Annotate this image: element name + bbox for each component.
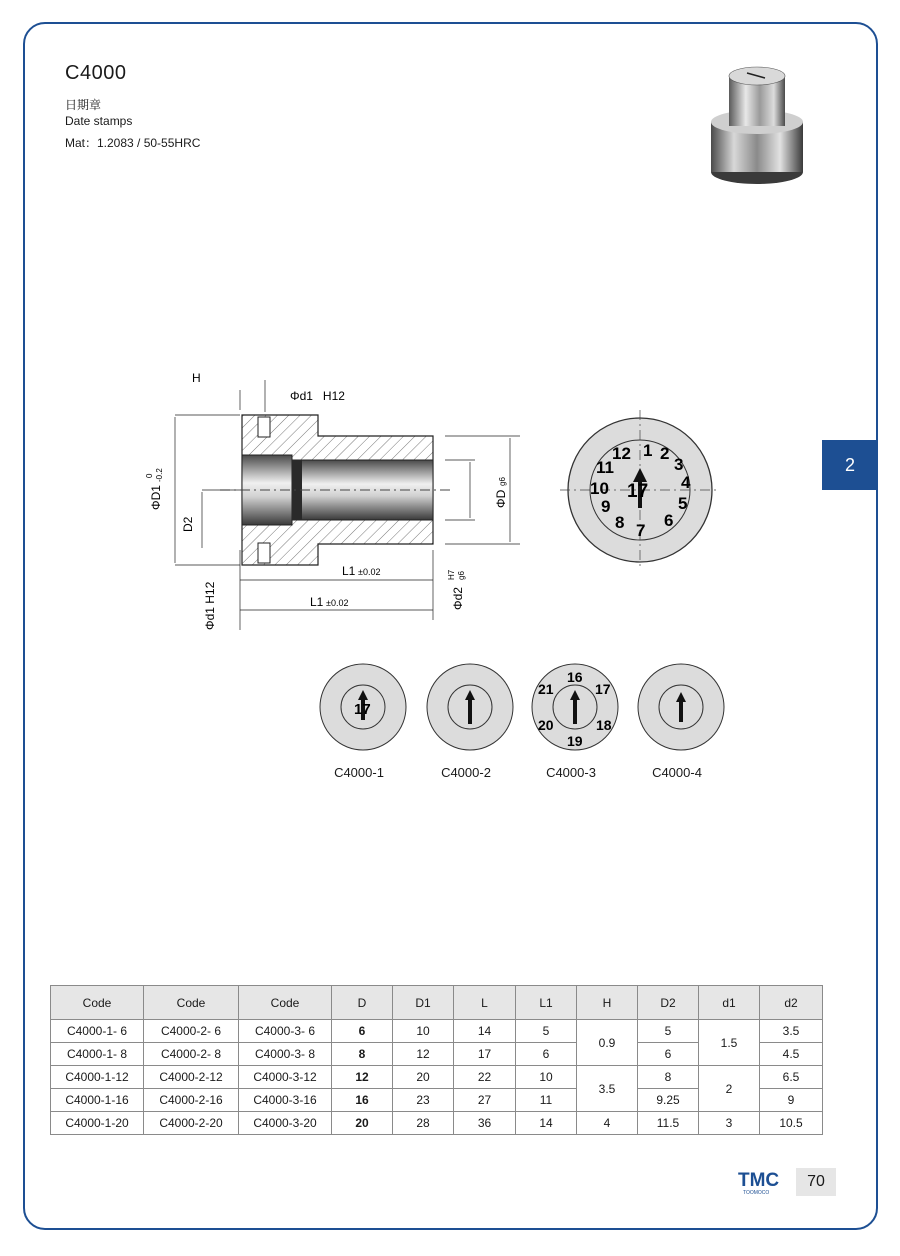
face-number-12: 12 [612,444,631,463]
cell: 8 [638,1066,699,1089]
face-number-11: 11 [596,458,614,477]
dim-d2-fit-g6: g6 [457,571,466,580]
cell: 14 [454,1020,516,1043]
dim-d2-label: D2 [181,516,195,532]
cell: C4000-3-16 [239,1089,332,1112]
cell: 22 [454,1066,516,1089]
variant-3-num-19: 19 [567,733,583,749]
subtitle-chinese: 日期章 [65,98,102,112]
cell: 9.25 [638,1089,699,1112]
dim-d1-h12-label: Φd1 H12 [290,389,345,403]
col-header: d2 [760,986,823,1020]
cell: 4 [577,1112,638,1135]
variant-3-num-20: 20 [538,717,554,733]
col-header: Code [51,986,144,1020]
variant-3-num-16: 16 [567,669,583,685]
cell: 3.5 [577,1066,638,1112]
table-row [51,1112,823,1135]
cell: C4000-3-20 [239,1112,332,1135]
dim-l1-upper-label: L1 [342,564,356,578]
cell: 11 [516,1089,577,1112]
col-header: Code [239,986,332,1020]
dim-l1-lower-label: L1 [310,595,324,609]
cell: C4000-1-12 [51,1066,144,1089]
variant-label-1: C4000-1 [334,765,384,780]
cell: 20 [393,1066,454,1089]
cell: 36 [454,1112,516,1135]
face-number-8: 8 [615,513,625,532]
product-photo [705,60,810,190]
logo-text: TMC [738,1170,780,1191]
technical-drawing [140,360,730,640]
face-number-3: 3 [674,455,684,474]
face-number-4: 4 [681,473,691,492]
cell: 0.9 [577,1020,638,1066]
variant-3-num-17: 17 [595,681,611,697]
dim-big-d1-tol-top: 0 [145,473,154,478]
col-header: Code [144,986,239,1020]
cell: C4000-1-16 [51,1089,144,1112]
variant-dial-3 [530,662,620,752]
face-number-6: 6 [664,511,674,530]
cell: 6 [638,1043,699,1066]
col-header: d1 [699,986,760,1020]
cell: 3.5 [760,1020,823,1043]
face-number-1: 1 [643,441,653,460]
variant-dial-4 [636,662,726,752]
face-number-9: 9 [601,497,611,516]
table-header-row [51,986,823,1020]
material-spec: Mat：1.2083 / 50-55HRC [65,136,201,150]
col-header: L [454,986,516,1020]
col-header: D2 [638,986,699,1020]
variant-label-2: C4000-2 [441,765,491,780]
col-header: H [577,986,638,1020]
variant-label-3: C4000-3 [546,765,596,780]
dim-l1-upper-tol: ±0.02 [358,567,381,577]
col-header: L1 [516,986,577,1020]
dim-d2-fit-label: Φd2 [451,587,465,610]
table-row [51,1066,823,1089]
cell: 9 [760,1089,823,1112]
cell: C4000-1- 8 [51,1043,144,1066]
variant-1-center: 17 [354,701,371,718]
cell: 16 [332,1089,393,1112]
cell: 10 [393,1020,454,1043]
col-header: D1 [393,986,454,1020]
section-tab[interactable]: 2 [822,440,878,490]
face-number-2: 2 [660,444,670,463]
cell: C4000-2-16 [144,1089,239,1112]
cell: 20 [332,1112,393,1135]
cell: C4000-3- 6 [239,1020,332,1043]
cell: 5 [516,1020,577,1043]
cell: 12 [393,1043,454,1066]
cell: 6 [516,1043,577,1066]
dim-d-g6-tol: g6 [498,477,507,486]
face-number-5: 5 [678,494,688,513]
cell: 6 [332,1020,393,1043]
cell: 28 [393,1112,454,1135]
cell: 1.5 [699,1020,760,1066]
variant-3-num-18: 18 [596,717,612,733]
cell: 12 [332,1066,393,1089]
cell: 6.5 [760,1066,823,1089]
page-number: 70 [796,1168,836,1196]
cell: 10.5 [760,1112,823,1135]
dim-l1-lower-tol: ±0.02 [326,598,349,608]
dim-d-g6-label: ΦD [494,489,508,508]
cell: C4000-3- 8 [239,1043,332,1066]
cell: 8 [332,1043,393,1066]
cell: 4.5 [760,1043,823,1066]
cell: C4000-2-12 [144,1066,239,1089]
cell: 23 [393,1089,454,1112]
tmc-logo [738,1168,786,1196]
cell: 5 [638,1020,699,1043]
face-center-number: 17 [627,481,649,502]
cell: C4000-2- 8 [144,1043,239,1066]
dim-d2-fit-h7: H7 [447,569,456,580]
cell: C4000-2-20 [144,1112,239,1135]
col-header: D [332,986,393,1020]
cell: C4000-1- 6 [51,1020,144,1043]
cell: 27 [454,1089,516,1112]
cell: 3 [699,1112,760,1135]
variant-3-num-21: 21 [538,681,554,697]
product-code-title: C4000 [65,62,127,84]
subtitle-english: Date stamps [65,114,133,128]
cell: 2 [699,1066,760,1112]
dim-big-d1-label: ΦD1 [149,485,163,510]
cell: 17 [454,1043,516,1066]
variant-dial-1 [318,662,408,752]
logo-subtext: TOOMOCO [743,1190,770,1196]
face-number-10: 10 [590,479,609,498]
cell: 10 [516,1066,577,1089]
face-number-7: 7 [636,521,646,540]
table-row [51,1020,823,1043]
dim-d1-h12-side-label: Φd1 H12 [203,581,217,630]
dim-big-d1-tol-bottom: -0.2 [155,468,164,482]
variant-label-4: C4000-4 [652,765,702,780]
dimension-table [50,985,823,1135]
cell: C4000-1-20 [51,1112,144,1135]
cell: 11.5 [638,1112,699,1135]
cell: C4000-3-12 [239,1066,332,1089]
cell: C4000-2- 6 [144,1020,239,1043]
cell: 14 [516,1112,577,1135]
variant-dial-2 [425,662,515,752]
dim-h-label: H [192,371,201,385]
